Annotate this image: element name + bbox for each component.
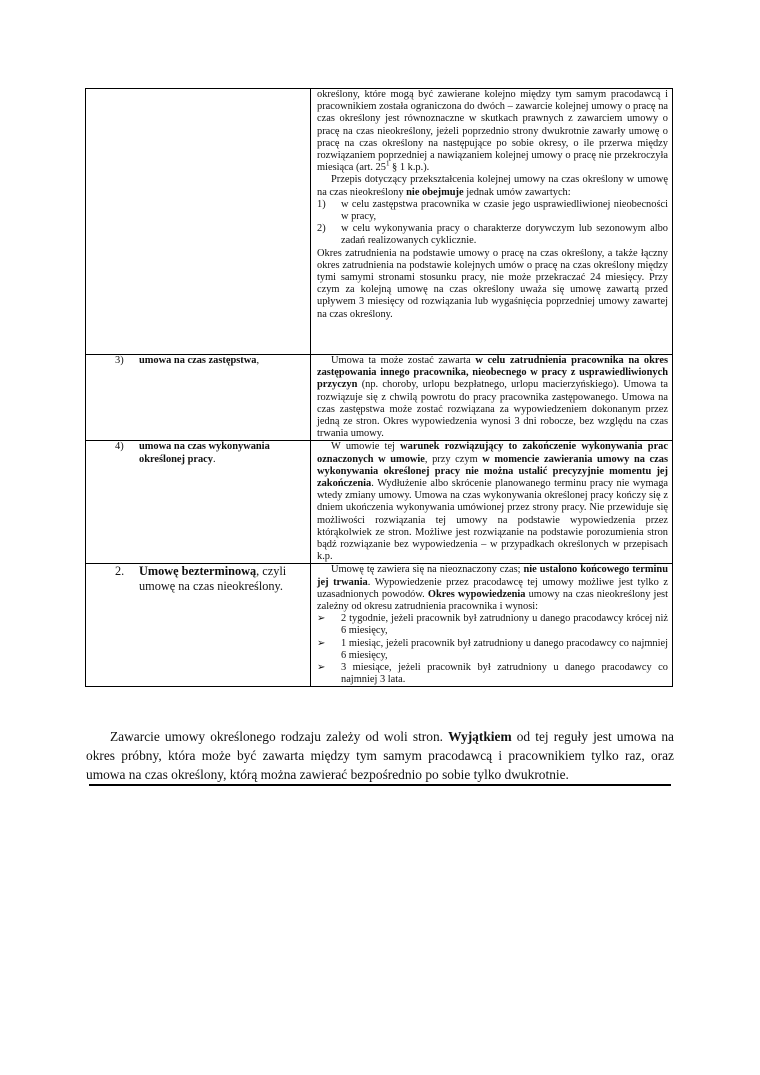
- text-paragraph: Umowę tę zawiera się na nieoznaczony czas; nie ustalono końcowego terminu jej trwania. Wypowiedzenie przez pracodawcę tej umowy możliwe jest tylko z uzasadnionych powodów. Okres wypowiedzenia umowy na czas nieokreślony jest zależny od okresu zatrudnienia pracownika i wynosi:: [317, 564, 668, 613]
- table-cell-label: 3) umowa na czas zastępstwa,: [86, 355, 311, 441]
- horizontal-rule: [89, 784, 671, 786]
- text-paragraph: Okres zatrudnienia na podstawie umowy o pracę na czas określony, a także łączny okres zatrudnienia na podstawie kolejnych umów o pracę na czas określony między tymi samymi stronami stosunku pracy, nie może przekraczać 24 miesięcy. Przy czym za kolejną umowę na czas określony uważa się umowę zawartą przed upływem 3 miesięcy od rozwiązania lub wygaśnięcia poprzedniej umowy zawartej na czas określony.: [317, 247, 668, 320]
- table-row: [86, 564, 673, 687]
- text-paragraph: Przepis dotyczący przekształcenia kolejnej umowy na czas określony w umowę na czas nieokreślony nie obejmuje jednak umów zawartych:: [317, 174, 668, 198]
- table-row: [86, 355, 673, 441]
- list-item: ➢ 2 tygodnie, jeżeli pracownik był zatrudniony u danego pracodawcy krócej niż 6 miesięcy,: [317, 613, 668, 637]
- list-item: ➢ 1 miesiąc, jeżeli pracownik był zatrudniony u danego pracodawcy co najmniej 6 miesięcy,: [317, 637, 668, 661]
- arrow-bullet-icon: ➢: [317, 662, 326, 674]
- label-wrap: 4) umowa na czas wykonywania określonej pracy.: [115, 441, 270, 465]
- text-paragraph: W umowie tej warunek rozwiązujący to zakończenie wykonywania prac oznaczonych w umowie, przy czym w momencie zawierania umowy na czas wykonywania określonej pracy nie można ustalić precyzyjnie momentu jej zakończenia. Wydłużenie albo skrócenie planowanego terminu pracy nie wymaga wtedy zmiany umowy. Umowa na czas wykonywania określonej pracy kończy się z dniem ukończenia wykonywania umówionej przez strony pracy. Nie przewiduje się możliwości rozwiązania tej umowy na podstawie wypowiedzenia przez którąkolwiek ze stron. Możliwe jest rozwiązanie na podstawie porozumienia stron bądź rozwiązanie bez wypowiedzenia – w przypadkach określonych w przepisach k.p.: [317, 441, 669, 563]
- table-cell-empty: [86, 89, 311, 355]
- arrow-bullet-icon: ➢: [317, 637, 326, 649]
- contract-types-table: [85, 88, 673, 687]
- list-item: 1) w celu zastępstwa pracownika w czasie jego usprawiedliwionej nieobecności w pracy,: [317, 198, 668, 223]
- closing-paragraph: Zawarcie umowy określonego rodzaju zależy od woli stron. Wyjątkiem od tej reguły jest umowa na okres próbny, która może być zawarta między tym samym pracodawcą i pracownikiem tylko raz, oraz umowa na czas określony, którą można zawierać bezpośrednio po sobie tylko dwukrotnie.: [86, 729, 674, 782]
- table-cell-description: [311, 355, 673, 441]
- numbered-list: [317, 199, 668, 248]
- table-cell-description: [311, 564, 673, 687]
- label-wrap: 2. Umowę bezterminową, czyli umowę na czas nieokreślony.: [115, 564, 287, 594]
- table-cell-label: [86, 564, 311, 687]
- text-paragraph: określony, które mogą być zawierane kolejno między tym samym pracodawcą i pracownikiem została ograniczona do dwóch – zawarcie kolejnej umowy o pracę na czas określony jest równoznaczne w skutkach prawnych z zawarciem umowy o pracę na czas nieokreślony, jeżeli poprzednio strony dwukrotnie zawarły umowę o pracę na czas określony na następujące po sobie okresy, o ile przerwa między rozwiązaniem poprzedniej a nawiązaniem kolejnej umowy o pracę nie przekroczyła miesiąca (art. $25^1$ § 1 k.p.).: [317, 89, 668, 174]
- arrow-list: [317, 613, 668, 686]
- table-row: [86, 441, 673, 564]
- text-paragraph: Umowa ta może zostać zawarta w celu zatrudnienia pracownika na okres zastępowania innego pracownika, nieobecnego w pracy z usprawiedliwionych przyczyn (np. choroby, urlopu bezpłatnego, urlopu macierzyńskiego). Umowa ta rozwiązuje się z chwilą powrotu do pracy pracownika zastępowanego. Umowa na czas zastępstwa może zostać rozwiązana za wypowiedzeniem dokonanym przez jedną ze stron. Okres wypowiedzenia wynosi 3 dni robocze, bez względu na czas trwania umowy.: [317, 355, 668, 440]
- table-cell-description: [311, 89, 673, 355]
- list-item: ➢ 3 miesiące, jeżeli pracownik był zatrudniony u danego pracodawcy co najmniej 3 lata.: [317, 662, 668, 686]
- arrow-bullet-icon: ➢: [317, 613, 326, 625]
- table-row: [86, 89, 673, 355]
- list-item: 2) w celu wykonywania pracy o charakterze dorywczym lub sezonowym albo zadań realizowanych cyklicznie.: [317, 223, 668, 247]
- table-cell-label: [86, 441, 311, 564]
- table-cell-description: [311, 441, 673, 564]
